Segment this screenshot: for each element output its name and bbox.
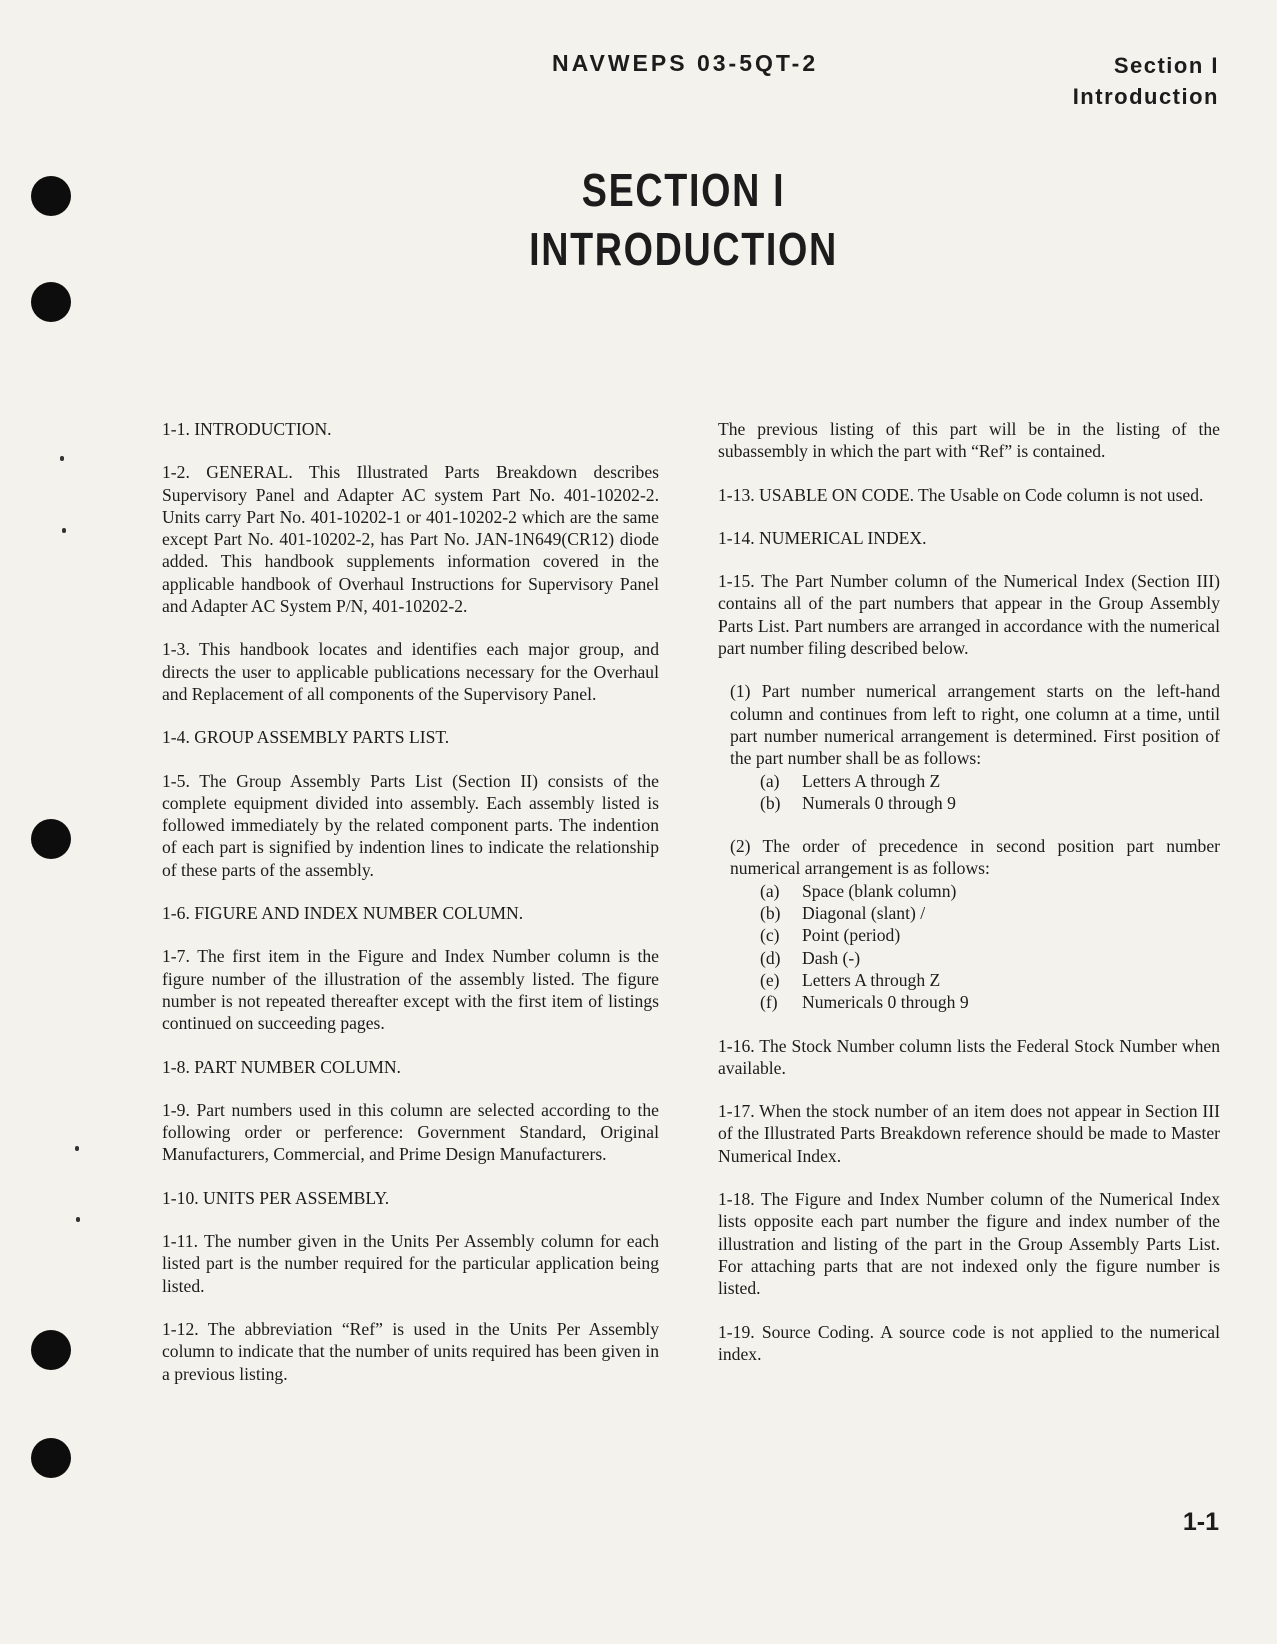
paragraph: 1-17. When the stock number of an item does not appear in Section III of the Illustrated Parts Breakdown reference should be made to Master Numerical Index. [718,1101,1220,1166]
list-item [760,880,1220,902]
list-item-label: (b) [760,903,781,924]
speck [60,456,64,461]
paragraph: 1-19. Source Coding. A source code is not applied to the numerical index. [718,1321,1220,1364]
list-item [760,969,1220,991]
section-header [1073,50,1219,112]
paragraph: The previous listing of this part will be in the listing of the subassembly in which the part with “Ref” is contained. [718,419,1220,462]
list-item-text: Numerals 0 through 9 [802,792,956,813]
sub-list [730,880,1220,1014]
list-item [760,770,1220,792]
list-item-text: Dash (-) [802,947,861,968]
speck [75,1146,79,1151]
list-item-label: (d) [760,947,781,968]
list-item-text: Diagonal (slant) / [802,903,926,924]
list-item-label: (a) [760,880,780,901]
list-item [760,947,1220,969]
binder-hole [31,819,71,859]
subparagraph-text: (1) Part number numerical arrangement starts on the left-hand column and continues from left to right, one column at a time, until part number numerical arrangement is determined. First position of the part number shall be as follows: [730,681,1220,769]
paragraph: 1-14. NUMERICAL INDEX. [718,527,927,548]
binder-hole [31,176,71,216]
sub-list [730,770,1220,815]
paragraph: 1-15. The Part Number column of the Numerical Index (Section III) contains all of the part numbers that appear in the Group Assembly Parts List. Part numbers are arranged in accordance with the numerical part number filing described below. [718,571,1220,659]
list-item-label: (b) [760,792,781,813]
section-label: Section I [1113,53,1219,78]
paragraph: 1-2. GENERAL. This Illustrated Parts Breakdown describes Supervisory Panel and Adapter AC system Part No. 401-10202-2. Units carry Part No. 401-10202-1 or 401-10202-2 which are the same except Part No. 401-10202-2, has Part No. JAN-1N649(CR12) diode added. This handbook supplements information covered in the applicable handbook of Overhaul Instructions for Supervisory Panel and Adapter AC System P/N, 401-10202-2. [162,462,659,617]
list-item-label: (e) [760,969,780,990]
paragraph: 1-11. The number given in the Units Per Assembly column for each listed part is the number required for the particular application being listed. [162,1231,659,1296]
paragraph: 1-3. This handbook locates and identifies each major group, and directs the user to applicable publications necessary for the Overhaul and Replacement of all components of the Supervisory Panel. [162,639,659,704]
list-item [760,792,1220,814]
list-item-text: Space (blank column) [802,880,957,901]
binder-hole [31,1330,71,1370]
list-item [760,991,1220,1013]
document-number: NAVWEPS 03-5QT-2 [552,50,819,76]
list-item-text: Letters A through Z [802,770,941,791]
speck [76,1217,80,1222]
paragraph: 1-10. UNITS PER ASSEMBLY. [162,1187,390,1208]
list-item-label: (a) [760,770,780,791]
paragraph: 1-18. The Figure and Index Number column of the Numerical Index lists opposite each part number the figure and index number of the illustration and listing of the part in the Group Assembly Parts List. For attaching parts that are not indexed only the figure number is listed. [718,1189,1220,1299]
paragraph: 1-4. GROUP ASSEMBLY PARTS LIST. [162,727,450,748]
left-column [162,418,659,1406]
speck [62,528,66,533]
paragraph: 1-8. PART NUMBER COLUMN. [162,1056,401,1077]
right-column [718,418,1220,1386]
binder-hole [31,1438,71,1478]
paragraph: 1-12. The abbreviation “Ref” is used in the Units Per Assembly column to indicate that the number of units required has been given in a previous listing. [162,1318,659,1384]
paragraph: 1-1. INTRODUCTION. [162,419,332,439]
list-item-label: (f) [760,992,778,1013]
page-title-line1: SECTION I [581,164,786,216]
list-item-text: Numericals 0 through 9 [802,992,969,1013]
paragraph: 1-6. FIGURE AND INDEX NUMBER COLUMN. [162,903,524,924]
subparagraph-text: (2) The order of precedence in second position part number numerical arrangement is as follows: [730,836,1220,879]
list-item [760,902,1220,924]
paragraph: 1-7. The first item in the Figure and Index Number column is the figure number of the illustration of the assembly listed. The figure number is not repeated thereafter except with the first item of listings continued on succeeding pages. [162,946,659,1034]
paragraph: 1-13. USABLE ON CODE. The Usable on Code column is not used. [718,484,1204,505]
subparagraph-1 [730,680,1220,814]
list-item-text: Point (period) [802,925,901,946]
page-number: 1-1 [1182,1508,1219,1536]
paragraph: 1-5. The Group Assembly Parts List (Section II) consists of the complete equipment divided into assembly. Each assembly listed is followed immediately by the related component parts. The indention of each part is signified by indention lines to indicate the relationship of these parts of the assembly. [162,770,659,880]
list-item [760,924,1220,946]
section-title-label: Introduction [1072,84,1219,109]
binder-hole [31,282,71,322]
subparagraph-2 [730,835,1220,1013]
page-title-line2: INTRODUCTION [529,223,838,275]
paragraph: 1-16. The Stock Number column lists the Federal Stock Number when available. [718,1035,1220,1078]
list-item-label: (c) [760,925,780,946]
paragraph: 1-9. Part numbers used in this column are selected according to the following order or perference: Government Standard, Original Manufacturers, Commercial, and Prime Design Manufacturers. [162,1099,659,1165]
list-item-text: Letters A through Z [802,969,941,990]
